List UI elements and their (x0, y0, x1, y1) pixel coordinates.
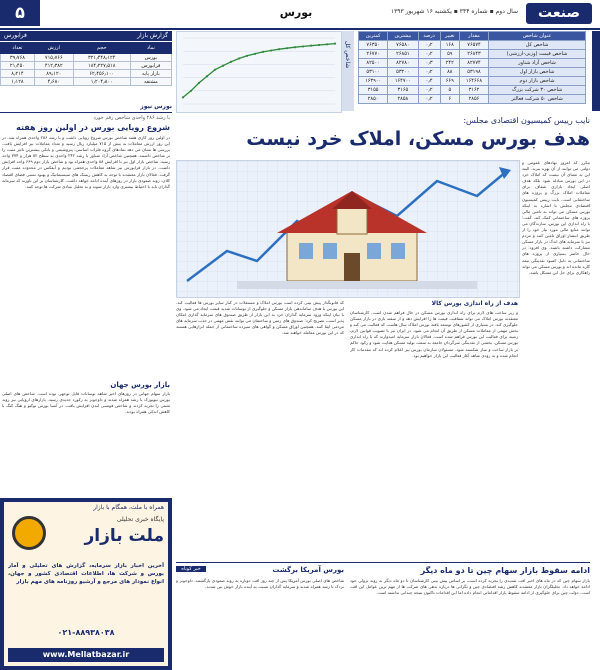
sidebar-cell: ۴۱۲٫۳۸۲ (34, 62, 73, 70)
market-cell: ۱۶۴۶۶۸ (459, 77, 488, 86)
market-cell: ۳۱۶۲ (459, 86, 488, 95)
sidebar-row (1, 78, 172, 86)
sidebar-col-header: ارزش (34, 43, 73, 54)
chart-point (198, 82, 200, 84)
chart-point (270, 49, 272, 51)
market-cell: ۵۳۲۰۰ (388, 68, 418, 77)
chart-label: شاخص کل (344, 41, 351, 69)
sidebar-cell: ۸۹٫۱۲۰ (34, 70, 73, 78)
market-cell: شاخص آزاد شناور (489, 59, 586, 68)
sidebar-table-header (0, 31, 172, 41)
chart-point (238, 57, 240, 59)
sidebar-table-title: گزارش بازار (137, 32, 168, 39)
bottom-divider (176, 562, 590, 563)
market-cell: ۷۶۵۸۰ (388, 41, 418, 50)
chart-point (214, 69, 216, 71)
page-number: ۵ (0, 0, 40, 26)
market-row (359, 95, 586, 104)
market-cell: ۵۹ (440, 50, 459, 59)
chart-side-label (342, 31, 354, 111)
sidebar-cell: ۸٫۲۱۴ (1, 70, 35, 78)
sidebar-row (1, 62, 172, 70)
market-cell: ۲۸۵۰ (359, 95, 388, 104)
article-headline: هدف بورس مسکن، املاک خرد نیست (246, 128, 590, 150)
market-cell: ۵ (440, 86, 459, 95)
chart-point (254, 53, 256, 55)
chart-point (222, 65, 224, 67)
ad-body: آخرین اخبار بازار سرمایه، گزارش های تحلیلی و آمار بورس و شرکت ها، اطلاعات اقتصادی کشور و جهان، انواع نمودار های مرجع و آرشیو روزنامه های مهم بازار (8, 563, 164, 585)
sidebar-cell: فرابورس (130, 62, 171, 70)
market-col-header: درصد (418, 32, 440, 41)
sidebar-cell: ۲۱٫۴۵۰ (1, 62, 35, 70)
sidebar-cell: بازار پایه (130, 70, 171, 78)
bottom-headline: ادامه سقوط بازار سهام چین تا دو ماه دیگر (420, 566, 590, 575)
chart-point (286, 47, 288, 49)
market-cell: ۲۸۵۶ (459, 95, 488, 104)
market-cell: ۰٫۲ (418, 50, 440, 59)
market-cell: شاخص بازار اول (489, 68, 586, 77)
market-cell: ۲۸۵۸ (388, 95, 418, 104)
sidebar-cell: ۱۸۴٫۲۲۷٫۵۱۸ (73, 62, 130, 70)
chart-series-line (183, 44, 335, 98)
market-cell: ۱۶۴۷۰۰ (388, 77, 418, 86)
ad-subtitle: پایگاه خبری تحلیلی (116, 516, 164, 523)
market-col-header: بیشترین (388, 32, 418, 41)
market-cell: ۷۶۳۵۰ (359, 41, 388, 50)
sidebar-cell: ۷۱۵٫۷۶۶ (34, 54, 73, 62)
chart-point (318, 44, 320, 46)
market-cell: ۲۶۷۷۰ (359, 50, 388, 59)
sidebar-row (1, 70, 172, 78)
chart-point (246, 55, 248, 57)
ad-banner[interactable] (0, 498, 172, 670)
market-cell: ۰٫۲ (418, 86, 440, 95)
chart-point (190, 90, 192, 92)
market-cell: ۲۶۸۵۱ (388, 50, 418, 59)
article-subhead: هدف از راه اندازی بورس کالا (431, 300, 518, 307)
chart-point (230, 61, 232, 63)
sidebar-col-header: نماد (130, 43, 171, 54)
house-chart-illustration (177, 161, 519, 297)
left-sidebar (0, 31, 172, 431)
market-col-header: عنوان شاخص (489, 32, 586, 41)
sidebar-cell: مشتقه (130, 78, 171, 86)
sidebar-cell: ۶۲٫۴۵۶٫۱۰۰ (73, 70, 130, 78)
bottom-headline2: بورس آمریکا برگشت (272, 566, 344, 574)
newspaper-logo[interactable]: صنعت (526, 3, 592, 24)
chart-point (278, 48, 280, 50)
sidebar-cell: بورس (130, 54, 171, 62)
market-cell: ۰٫۲ (418, 95, 440, 104)
market-col-header: مقدار (459, 32, 488, 41)
chart-svg (177, 32, 341, 112)
sidebar-row (1, 54, 172, 62)
market-row (359, 86, 586, 95)
market-cell: ۰٫۲ (418, 41, 440, 50)
news-tag-bar (0, 103, 172, 113)
market-index-table (358, 31, 594, 111)
ad-url[interactable]: www.Mellatbazar.ir (8, 648, 164, 662)
ad-title: ملت بازار (84, 526, 164, 546)
article-body-right: مکرر که امروز نهادهای عمومی و دولتی می توانند از آن بهره ببرند. البته این به معنای آن نیست که املاک خرد در این بورس مبادله شود بلکه هدف اصلی ایجاد بازاری شفاف برای معاملات املاک بزرگ و پروژه های ساختمانی است. نایب رییس کمیسیون اقتصادی مجلس با اشاره به اینکه بورس مسکن می تواند به تامین مالی پروژه های ساختمانی کمک کند، گفت: با راه اندازی این بورس، سازندگان می توانند منابع مالی مورد نیاز خود را از طریق انتشار اوراق تامین کنند و مردم نیز با سرمایه های اندک در بازار مسکن مشارکت داشته باشند. وی افزود: در حال حاضر بسیاری از پروژه های ساختمانی به دلیل کمبود نقدینگی نیمه کاره مانده اند و بورس مسکن می تواند راهکاری برای حل این مشکل باشد. (522, 160, 590, 275)
sidebar-col-header: حجم (73, 43, 130, 54)
sidebar-cell: ۱٫۱۲۸ (1, 78, 35, 86)
article-body-lower: و زیر ساخت های لازم برای راه اندازی بورس مسکن در حال فراهم شدن است. کارشناسان معتقدند بورس املاک می تواند شفافیت قیمت ها را افزایش دهد و از سفته بازی در بازار مسکن جلوگیری کند. در بسیاری از کشورهای توسعه یافته بورس املاک سال هاست که فعالیت می کند و بخش مهمی از معاملات مسکن از طریق آن انجام می شود. در ایران نیز با تصویب قوانین لازم، زمینه برای فعالیت این بورس فراهم شده است. فعالان بازار سرمایه امیدوارند که با راه اندازی بورس مسکن، بخشی از نقدینگی سرگردان جامعه به سمت تولید مسکن هدایت شود و رکود حاکم بر بازار ساخت و ساز شکسته شود. مسئولان سازمان بورس نیز اعلام کرده اند که مقدمات کار انجام شده و به زودی شاهد آغاز فعالیت این بازار خواهیم بود. (350, 310, 518, 358)
market-cell: شاخص قیمت (وزنی-ارزشی) (489, 50, 586, 59)
article-body-mid: که قانونگذار پیش بینی کرده است بورس املاک و مستغلات در کنار سایر بورس ها فعالیت کند. این بورس با هدف ساماندهی بازار مسکن و جلوگیری از نوسانات شدید قیمت ایجاد می شود. وی با بیان اینکه ورود سرمایه گذاران خرد به این بازار از طریق صندوق های سرمایه گذاری امکان پذیر است، تصریح کرد: صندوق های زمین و ساختمان می توانند نقش مهمی در جذب سرمایه های مردمی ایفا کنند. همچنین اوراق مسکن و گواهی های سپرده ساختمانی از جمله ابزارهایی هستند که در این بورس معامله خواهند شد. (176, 300, 344, 336)
market-cell: ۵۳۱۹۸ (459, 68, 488, 77)
index-line-chart (176, 31, 342, 113)
bottom-tag: خبر کوتاه (176, 566, 206, 572)
chart-point (326, 43, 328, 45)
chart-point (302, 45, 304, 47)
bottom-body: بازار سهام چین که در ماه های اخیر افت شدیدی را تجربه کرده است، بر اساس پیش بینی کارشناسان تا دو ماه دیگر به روند نزولی خود ادامه خواهد داد. تحلیلگران بازار معتقدند کاهش رشد اقتصادی چین و نگرانی ها درباره بدهی های شرکت ها از مهم ترین عوامل این افت است. دولت چین برای جلوگیری از ادامه سقوط بازار اقداماتی انجام داده اما این اقدامات تاکنون نتیجه چندانی نداشته است. (350, 578, 590, 596)
market-cell: ۰٫۳ (418, 59, 440, 68)
article-kicker: نایب رییس کمیسیون اقتصادی مجلس: (463, 116, 590, 125)
ad-phone: ۰۲۱-۸۸۹۳۸۰۳۸ (57, 628, 115, 637)
sidebar-cell: ۱٫۲۰۴٫۸۰۰ (73, 78, 130, 86)
market-cell: ۸۲۷۷۴ (459, 59, 488, 68)
market-cell: ۰٫۲ (418, 68, 440, 77)
market-row (359, 68, 586, 77)
news2-title: بازار بورس جهان (110, 381, 170, 389)
chart-point (294, 46, 296, 48)
market-cell: ۱۶۳۹۰۰ (359, 77, 388, 86)
sidebar-cell: ۴٫۶۸۰ (34, 78, 73, 86)
market-row (359, 41, 586, 50)
market-cell: ۳۱۵۵ (359, 86, 388, 95)
ad-inner (4, 502, 168, 666)
bottom-body2: شاخص های اصلی بورس آمریکا پس از چند روز افت دوباره به روند صعودی بازگشتند. داوجونز و نزدک با رشد همراه شدند و سرمایه گذاران نسبت به آینده بازار خوش بین شدند. (176, 578, 344, 590)
market-cell: ۲۴۲ (440, 59, 459, 68)
market-cell: ۳۱۶۵ (388, 86, 418, 95)
market-cell: ۵۳۱۰۰ (359, 68, 388, 77)
market-cell: شاخص ۵۰ شرکت فعالتر (489, 95, 586, 104)
section-title: بورس (279, 6, 313, 19)
market-cell: شاخص ۳۰ شرکت بزرگ (489, 86, 586, 95)
chart-point (310, 45, 312, 47)
chart-point (334, 43, 336, 45)
market-row (359, 50, 586, 59)
market-cell: ۱۶۸ (440, 41, 459, 50)
market-cell: ۶ (440, 95, 459, 104)
market-row (359, 59, 586, 68)
market-cell: شاخص بازار دوم (489, 77, 586, 86)
market-col-header: تغییر (440, 32, 459, 41)
news-tag: بورس نیوز (140, 103, 172, 110)
market-cell: شاخص کل (489, 41, 586, 50)
market-row (359, 77, 586, 86)
article-hero-image (176, 160, 520, 298)
market-cell: ۷۶۵۷۴ (459, 41, 488, 50)
news-body: در اولین روز کاری هفته شاخص بورس شروع رویایی داشت و با رشد ۲۸۶ واحدی همراه شد. در این روز ارزش معاملات به بیش از ۷۱۵ میلیارد ریال رسید و تعداد معاملات نیز افزایش یافت. بررسی ها نشان می دهد نمادهای گروه فلزات اساسی، پتروشیمی و بانکی بیشترین تاثیر مثبت را بر شاخص داشتند. همچنین شاخص آزاد شناور با رشد ۲۴۲ واحدی به سطح ۸۲ هزار و ۷۷۴ واحد رسید. شاخص بازار اول نیز با افزایش ۸۸ واحدی همراه بود و شاخص بازار دوم ۶۶۹ واحد افزایش داشت. در بازار فرابورس نیز شاهد معاملات پرحجمی بودیم و آیفکس در محدوده مثبت قرار گرفت. فعالان بازار معتقدند با توجه به کاهش ریسک های سیستماتیک و بهبود نسبی فضای اقتصاد کلان، روند صعودی بازار در روزهای آینده ادامه خواهد داشت. کارشناسان بر این باورند که سرمایه گذاران باید با احتیاط بیشتری وارد بازار شوند و به تحلیل بنیادی شرکت ها توجه کنند. (2, 135, 170, 189)
ad-logo-icon (12, 516, 46, 550)
market-cell: ۶۶۹ (440, 77, 459, 86)
market-col-header: کمترین (359, 32, 388, 41)
chart-point (262, 51, 264, 53)
chart-point (206, 75, 208, 77)
ad-tagline: همراه با ملت، همگام با بازار (93, 504, 164, 511)
market-cell: ۰٫۴ (418, 77, 440, 86)
sidebar-cell: ۳۲۱٫۴۴۸٫۱۲۴ (73, 54, 130, 62)
sidebar-col-header: تعداد (1, 43, 35, 54)
news-kicker: با رشد ۲۸۶ واحدی شاخص رقم خورد (93, 115, 170, 121)
sidebar-cell: ۳۹٫۷۶۸ (1, 54, 35, 62)
news-title: شروع رویایی بورس در اولین روز هفته (16, 123, 170, 132)
sidebar-subtitle: فرابورس (4, 32, 27, 39)
sidebar-market-table (0, 42, 172, 86)
market-cell: ۸۲۷۸۰ (388, 59, 418, 68)
market-cell: ۸۸ (440, 68, 459, 77)
news2-body: بازار سهام جهانی در روزهای اخیر شاهد نوسانات قابل توجهی بوده است. شاخص های اصلی بورس نیویورک با رشد همراه شدند و داوجونز به رکورد جدیدی رسید. بازارهای اروپایی نیز روند مثبتی را تجربه کردند و شاخص فوتسی لندن افزایش یافت. در آسیا بورس توکیو و هنگ کنگ با کاهش اندکی همراه بودند. (2, 391, 170, 415)
market-cell: ۲۶۸۴۳ (459, 50, 488, 59)
chart-point (182, 96, 184, 98)
issue-info: سال دوم ▪ شماره ۳۴۴ ▪ یکشنبه ۱۶ شهریور ۱۳۹۳ (390, 8, 518, 15)
market-cell: ۸۲۵۰۰ (359, 59, 388, 68)
